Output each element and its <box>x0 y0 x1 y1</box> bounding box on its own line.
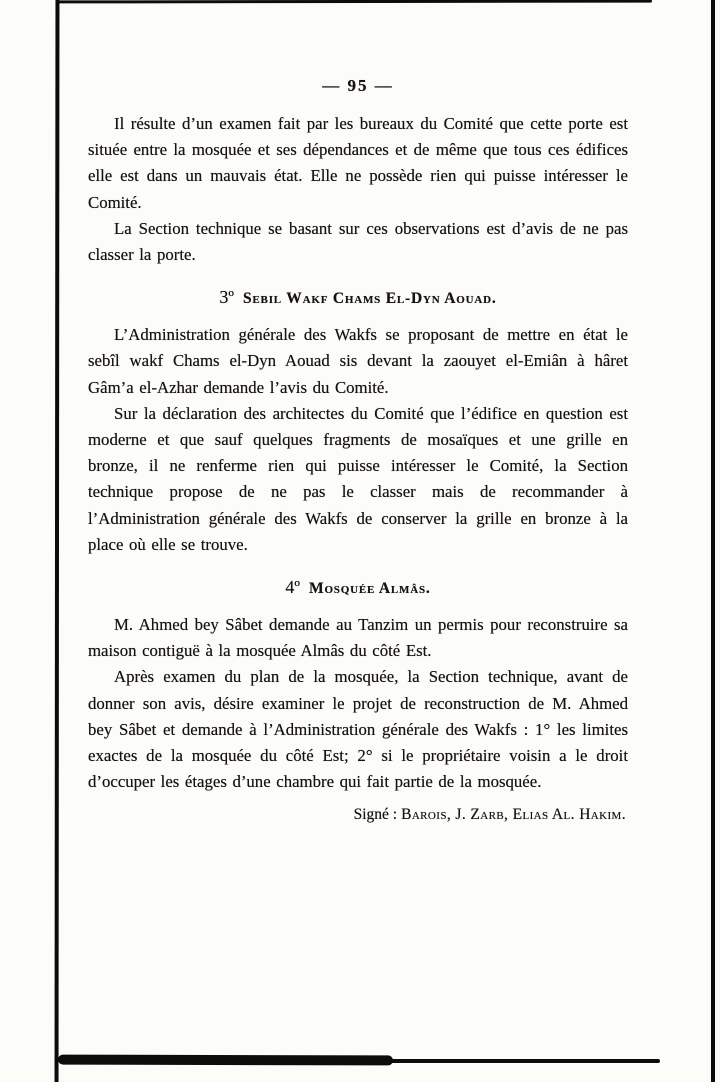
heading-number: 4º <box>285 577 301 598</box>
heading-title: Mosquée Almâs. <box>309 580 431 598</box>
scan-edge-bottom-thin <box>385 1059 660 1063</box>
signature-line <box>88 806 628 824</box>
heading-title: Sebil Wakf Chams El-Dyn Aouad. <box>243 290 497 308</box>
paragraph-porte-avis: La Section technique se basant sur ces observations est d’avis de ne pas classer la porte. <box>88 218 628 265</box>
paragraph-mosquee-examen: Après examen du plan de la mosquée, la Section technique, avant de donner son avis, désire examiner le projet de reconstruction de M. Ahmed bey Sâbet et demande à l’Administration générale des Wakfs : 1° les limites exactes de la mosquée du côté Est; 2° si le propriétaire voisin a le droit d’occuper les étages d’une chambre qui fait partie de la mosquée. <box>88 667 628 792</box>
section-heading-sebil <box>88 287 628 308</box>
scan-edge-top <box>56 0 652 3</box>
scan-edge-bottom <box>58 1055 393 1066</box>
paragraph-mosquee-demande: M. Ahmed bey Sâbet demande au Tanzim un permis pour reconstruire sa maison contiguë à la mosquée Almâs du côté Est. <box>88 615 628 661</box>
heading-number: 3º <box>219 287 234 308</box>
signature-names: Barois, J. Zarb, Elias Al. Hakim. <box>401 806 626 824</box>
scanned-page-content <box>88 76 628 824</box>
paragraph-sebil-administration: L’Administration générale des Wakfs se proposant de mettre en état le sebîl wakf Chams el-Dyn Aouad sis devant la zaouyet el-Emiân à hâret Gâm’a el-Azhar demande l’avis du Comité. <box>88 325 628 397</box>
paragraph-porte-examen: Il résulte d’un examen fait par les bureaux du Comité que cette porte est située entre la mosquée et ses dépendances et de même que tous ces édifices elle est dans un mauvais état. Elle ne possède rien qui puisse intéresser le Comité. <box>88 114 628 212</box>
section-heading-mosquee-almas <box>88 577 628 598</box>
page-number: — 95 — <box>322 76 394 95</box>
signature-prefix: Signé : <box>353 806 398 824</box>
scan-edge-left <box>55 0 60 1082</box>
paragraph-sebil-declaration: Sur la déclaration des architectes du Comité que l’édifice en question est moderne et que sauf quelques fragments de mosaïques et une grille en bronze, il ne renferme rien qui puisse intéresser le Comité, la Section technique propose de ne pas le classer mais de recommander à l’Administration générale des Wakfs de conserver la grille en bronze à la place où elle se trouve. <box>88 403 628 554</box>
scan-edge-right <box>711 0 715 1082</box>
